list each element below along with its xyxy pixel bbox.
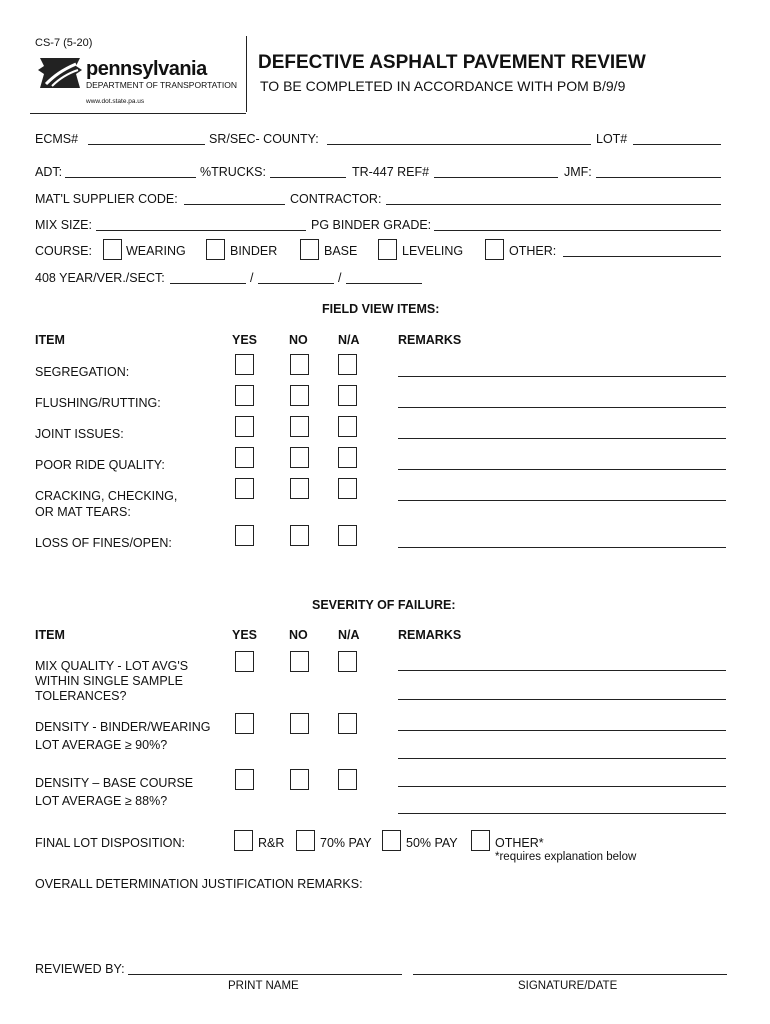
disposition-70-checkbox[interactable] <box>296 830 315 851</box>
disposition-other-checkbox[interactable] <box>471 830 490 851</box>
ecms-label: ECMS# <box>35 132 79 146</box>
pg-binder-label: PG BINDER GRADE: <box>311 218 432 232</box>
item-segregation: SEGREGATION: <box>35 365 130 379</box>
fines-remarks-input[interactable] <box>398 547 726 548</box>
logo-url: www.dot.state.pa.us <box>86 98 145 105</box>
mix-quality-2: WITHIN SINGLE SAMPLE <box>35 674 183 688</box>
mix-size-label: MIX SIZE: <box>35 218 92 232</box>
print-name-input[interactable] <box>128 974 402 975</box>
joint-remarks-input[interactable] <box>398 438 726 439</box>
jmf-label: JMF: <box>564 165 592 179</box>
header-divider <box>246 36 247 112</box>
item-loss-of-fines: LOSS OF FINES/OPEN: <box>35 536 172 550</box>
joint-no-checkbox[interactable] <box>290 416 309 437</box>
severity-col-remarks: REMARKS <box>398 628 462 642</box>
joint-yes-checkbox[interactable] <box>235 416 254 437</box>
course-base-checkbox[interactable] <box>300 239 319 260</box>
lot-input[interactable] <box>633 144 721 145</box>
tr447-input[interactable] <box>434 177 558 178</box>
mix-size-input[interactable] <box>96 230 306 231</box>
density-base-yes-checkbox[interactable] <box>235 769 254 790</box>
density-binder-na-checkbox[interactable] <box>338 713 357 734</box>
adt-label: ADT: <box>35 165 63 179</box>
disposition-label: FINAL LOT DISPOSITION: <box>35 836 186 850</box>
segregation-yes-checkbox[interactable] <box>235 354 254 375</box>
cracking-remarks-input[interactable] <box>398 500 726 501</box>
field-view-col-no: NO <box>289 333 308 347</box>
contractor-input[interactable] <box>386 204 721 205</box>
ecms-input[interactable] <box>88 144 205 145</box>
item-cracking-1: CRACKING, CHECKING, <box>35 489 178 503</box>
severity-col-na: N/A <box>338 628 360 642</box>
fines-no-checkbox[interactable] <box>290 525 309 546</box>
severity-heading: SEVERITY OF FAILURE: <box>312 598 456 612</box>
field-view-col-remarks: REMARKS <box>398 333 462 347</box>
mix-quality-yes-checkbox[interactable] <box>235 651 254 672</box>
fines-na-checkbox[interactable] <box>338 525 357 546</box>
course-binder-checkbox[interactable] <box>206 239 225 260</box>
adt-input[interactable] <box>65 177 196 178</box>
item-poor-ride: POOR RIDE QUALITY: <box>35 458 165 472</box>
trucks-input[interactable] <box>270 177 346 178</box>
mix-quality-remarks-1[interactable] <box>398 670 726 671</box>
fines-yes-checkbox[interactable] <box>235 525 254 546</box>
flushing-no-checkbox[interactable] <box>290 385 309 406</box>
course-wearing-checkbox[interactable] <box>103 239 122 260</box>
flushing-na-checkbox[interactable] <box>338 385 357 406</box>
disposition-other-label: OTHER* <box>495 836 544 850</box>
disposition-rr-label: R&R <box>258 836 285 850</box>
field-view-col-na: N/A <box>338 333 360 347</box>
slash-2: / <box>338 271 342 285</box>
density-base-no-checkbox[interactable] <box>290 769 309 790</box>
density-binder-no-checkbox[interactable] <box>290 713 309 734</box>
mix-quality-remarks-2[interactable] <box>398 699 726 700</box>
course-leveling-checkbox[interactable] <box>378 239 397 260</box>
course-label: COURSE: <box>35 244 92 258</box>
signature-date-input[interactable] <box>413 974 727 975</box>
density-base-2: LOT AVERAGE ≥ 88%? <box>35 794 168 808</box>
supplier-label: MAT'L SUPPLIER CODE: <box>35 192 178 206</box>
item-joint-issues: JOINT ISSUES: <box>35 427 124 441</box>
density-base-na-checkbox[interactable] <box>338 769 357 790</box>
joint-na-checkbox[interactable] <box>338 416 357 437</box>
version-input[interactable] <box>258 283 334 284</box>
course-other-label: OTHER: <box>509 244 557 258</box>
segregation-remarks-input[interactable] <box>398 376 726 377</box>
mix-quality-no-checkbox[interactable] <box>290 651 309 672</box>
ride-yes-checkbox[interactable] <box>235 447 254 468</box>
form-title: DEFECTIVE ASPHALT PAVEMENT REVIEW <box>258 52 646 73</box>
field-view-col-yes: YES <box>232 333 258 347</box>
field-view-col-item: ITEM <box>35 333 65 347</box>
trucks-label: %TRUCKS: <box>200 165 266 179</box>
mix-quality-na-checkbox[interactable] <box>338 651 357 672</box>
year-sect-label: 408 YEAR/VER./SECT: <box>35 271 165 285</box>
form-subtitle: TO BE COMPLETED IN ACCORDANCE WITH POM B/9/9 <box>260 78 626 94</box>
ride-no-checkbox[interactable] <box>290 447 309 468</box>
lot-label: LOT# <box>596 132 628 146</box>
srsec-county-label: SR/SEC- COUNTY: <box>209 132 319 146</box>
disposition-50-checkbox[interactable] <box>382 830 401 851</box>
course-other-checkbox[interactable] <box>485 239 504 260</box>
disposition-70-label: 70% PAY <box>320 836 372 850</box>
slash-1: / <box>250 271 254 285</box>
keystone-logo-icon <box>36 56 84 90</box>
item-cracking-2: OR MAT TEARS: <box>35 505 131 519</box>
severity-col-item: ITEM <box>35 628 65 642</box>
course-binder-label: BINDER <box>230 244 278 258</box>
density-binder-2: LOT AVERAGE ≥ 90%? <box>35 738 168 752</box>
ride-na-checkbox[interactable] <box>338 447 357 468</box>
density-binder-remarks-2[interactable] <box>398 758 726 759</box>
density-binder-remarks-1[interactable] <box>398 730 726 731</box>
cracking-no-checkbox[interactable] <box>290 478 309 499</box>
course-base-label: BASE <box>324 244 358 258</box>
jmf-input[interactable] <box>596 177 721 178</box>
severity-col-yes: YES <box>232 628 258 642</box>
density-binder-1: DENSITY - BINDER/WEARING <box>35 720 211 734</box>
course-other-input[interactable] <box>563 256 721 257</box>
disposition-note: *requires explanation below <box>495 851 637 863</box>
density-base-remarks-1[interactable] <box>398 786 726 787</box>
logo-name: pennsylvania <box>86 58 207 80</box>
form-number: CS-7 (5-20) <box>35 37 93 49</box>
density-base-remarks-2[interactable] <box>398 813 726 814</box>
contractor-label: CONTRACTOR: <box>290 192 382 206</box>
reviewed-by-label: REVIEWED BY: <box>35 962 125 976</box>
cracking-yes-checkbox[interactable] <box>235 478 254 499</box>
signature-date-caption: SIGNATURE/DATE <box>518 980 618 992</box>
srsec-county-input[interactable] <box>327 144 591 145</box>
segregation-na-checkbox[interactable] <box>338 354 357 375</box>
course-leveling-label: LEVELING <box>402 244 464 258</box>
header-rule <box>30 113 246 114</box>
severity-col-no: NO <box>289 628 308 642</box>
tr447-label: TR-447 REF# <box>352 165 430 179</box>
field-view-heading: FIELD VIEW ITEMS: <box>322 302 440 316</box>
logo-dept: DEPARTMENT OF TRANSPORTATION <box>86 80 237 90</box>
disposition-50-label: 50% PAY <box>406 836 458 850</box>
supplier-input[interactable] <box>184 204 285 205</box>
mix-quality-1: MIX QUALITY - LOT AVG'S <box>35 659 189 673</box>
flushing-yes-checkbox[interactable] <box>235 385 254 406</box>
year-input[interactable] <box>170 283 246 284</box>
item-flushing-rutting: FLUSHING/RUTTING: <box>35 396 161 410</box>
disposition-rr-checkbox[interactable] <box>234 830 253 851</box>
density-base-1: DENSITY – BASE COURSE <box>35 776 194 790</box>
justification-label: OVERALL DETERMINATION JUSTIFICATION REMARKS: <box>35 877 363 891</box>
density-binder-yes-checkbox[interactable] <box>235 713 254 734</box>
pg-binder-input[interactable] <box>434 230 721 231</box>
print-name-caption: PRINT NAME <box>228 980 299 992</box>
segregation-no-checkbox[interactable] <box>290 354 309 375</box>
course-wearing-label: WEARING <box>126 244 186 258</box>
mix-quality-3: TOLERANCES? <box>35 689 127 703</box>
cracking-na-checkbox[interactable] <box>338 478 357 499</box>
section-input[interactable] <box>346 283 422 284</box>
ride-remarks-input[interactable] <box>398 469 726 470</box>
flushing-remarks-input[interactable] <box>398 407 726 408</box>
